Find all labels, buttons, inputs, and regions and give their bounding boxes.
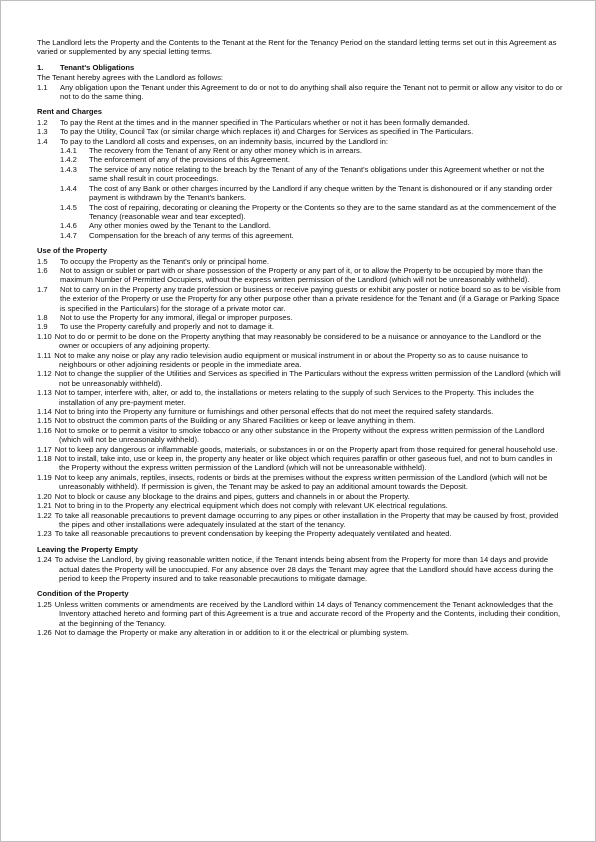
clause-1-4-4: [60, 184, 563, 203]
clause-number: 1.25: [37, 599, 52, 609]
clause-number: 1.24: [37, 555, 52, 565]
clause-text: To pay to the Landlord all costs and expenses, on an indemnity basis, incurred by the Landlord in:: [60, 136, 388, 146]
clause-number: 1.7: [37, 284, 48, 294]
clause-text: Any obligation upon the Tenant under this Agreement to do or not to do anything shall also require the Tenant not to permit or allow any visitor to do or not to do the same thing.: [60, 82, 563, 102]
use-of-property-heading: Use of the Property: [37, 246, 108, 256]
clause-1-24: [37, 555, 563, 583]
clause-number: 1.23: [37, 529, 52, 539]
clause-1-4-3: [60, 165, 563, 184]
clause-text: Unless written comments or amendments are received by the Landlord within 14 days of Tenancy commencement the Tenant acknowledges that the Inventory attached hereto and forming part of this Agreement is a true and accurate record of the Property and the Contents, including their condition, at the beginning of the Tenancy.: [54, 599, 561, 628]
clause-text: Not to use the Property for any immoral, illegal or improper purposes.: [60, 312, 293, 322]
clause-1-16: [37, 426, 563, 445]
clause-text: Not to bring in to the Property any electrical equipment which does not comply with relevant UK electrical regulations.: [54, 501, 448, 511]
clause-1-4-6: [60, 221, 563, 230]
tenant-obligations-heading: [37, 63, 563, 72]
clause-text: Not to tamper, interfere with, alter, or add to, the installations or meters relating to the supply of such Services to the Property. This includes the installation of any pre-payment meter.: [54, 388, 534, 407]
clause-1-9: [37, 322, 563, 331]
clause-number: 1.4: [37, 136, 48, 146]
clause-text: To pay the Utility, Council Tax (or similar charge which replaces it) and Charges for Services as specified in The Particulars.: [60, 127, 474, 137]
rent-charges-heading: Rent and Charges: [37, 107, 102, 117]
clause-text: To use the Property carefully and properly and not to damage it.: [60, 322, 275, 332]
clause-number: 1.18: [37, 454, 52, 464]
clause-1-2: [37, 118, 563, 127]
clause-text: Not to smoke or to permit a visitor to smoke tobacco or any other substance in the Property without the express written permission of the Landlord (which will not be unreasonably withheld).: [54, 425, 545, 445]
clause-1-20: [37, 492, 563, 501]
clause-1-26: [37, 628, 563, 637]
clause-text: To occupy the Property as the Tenant's only or principal home.: [60, 256, 269, 266]
clause-number: 1.17: [37, 444, 52, 454]
clause-1-3: [37, 127, 563, 136]
clause-text: To take all reasonable precautions to prevent damage occurring to any pipes or other installation in the Property that may be caused by frost, provided the pipes and other installations were adequately insulated at the start of the tenancy.: [54, 510, 559, 529]
clause-1-17: [37, 445, 563, 454]
clause-text: The service of any notice relating to the breach by the Tenant of any of the Tenant's obligations under this Agreement whether or not the same shall result in court proceedings.: [89, 164, 545, 184]
clause-1-7: [37, 285, 563, 313]
clause-1-1: [37, 83, 563, 102]
condition-of-property-heading: Condition of the Property: [37, 589, 129, 599]
clause-1-15: [37, 416, 563, 425]
clause-number: 1.12: [37, 369, 52, 379]
clause-text: The enforcement of any of the provisions of this Agreement.: [89, 155, 290, 165]
clause-1-25: [37, 600, 563, 628]
clause-1-19: [37, 473, 563, 492]
agreement-content: [37, 38, 563, 637]
clause-text: Not to block or cause any blockage to the drains and pipes, gutters and channels in or about the Property.: [54, 491, 410, 501]
clause-number: 1.22: [37, 510, 52, 520]
clause-1-13: [37, 388, 563, 407]
clause-1-4-2: [60, 155, 563, 164]
clause-1-4-1: [60, 146, 563, 155]
clause-number: 1.4.4: [60, 183, 77, 193]
clause-text: Not to install, take into, use or keep in, the property any heater or like object which requires paraffin or other gaseous fuel, and not to burn candles in the Property without the express written permission of the Landlord (which will not be unreasonable withheld).: [54, 454, 553, 473]
clause-text: Not to keep any dangerous or inflammable goods, materials, or substances in or on the Property apart from those required for general household use.: [54, 444, 558, 454]
clause-number: 1.9: [37, 322, 48, 332]
clause-text: To pay the Rent at the times and in the manner specified in The Particulars whether or not it has been formally demanded.: [60, 117, 470, 127]
intro-paragraph: The Landlord lets the Property and the Contents to the Tenant at the Rent for the Tenancy Period on the standard letting terms set out in this Agreement as varied or supplemented by any special letting terms.: [37, 38, 557, 57]
clause-number: 1.16: [37, 425, 52, 435]
clause-text: Not to bring into the Property any furniture or furnishings and other personal effects that do not meet the required safety standards.: [54, 407, 494, 417]
clause-text: Any other monies owed by the Tenant to the Landlord.: [89, 221, 271, 231]
clause-text: The cost of repairing, decorating or cleaning the Property or the Contents so they are to the same standard as at the commencement of the Tenancy (reasonable wear and tear excepted).: [89, 202, 557, 221]
clause-number: 1.1: [37, 82, 48, 92]
clause-number: 1.5: [37, 256, 48, 266]
clause-1-21: [37, 501, 563, 510]
clause-1-4: [37, 137, 563, 146]
clause-text: Not to assign or sublet or part with or share possession of the Property or any part of it, or to allow the Property to be occupied by more than the maximum Number of Permitted Occupiers, without the express written permission of the Landlord (which will not be unreasonably withheld).: [60, 265, 543, 285]
clause-number: 1.21: [37, 501, 52, 511]
section-number: 1.: [37, 62, 44, 72]
clause-1-6: [37, 266, 563, 285]
clause-number: 1.3: [37, 127, 48, 137]
section-title: Tenant's Obligations: [60, 62, 135, 72]
clause-text: Not to obstruct the common parts of the Building or any Shared Facilities or keep or leave anything in them.: [54, 416, 416, 426]
clause-number: 1.4.3: [60, 164, 77, 174]
clause-text: Not to carry on in the Property any trade profession or business or receive paying guests or exhibit any poster or notice board so as to be visible from the exterior of the Property or use the Property for any other purpose other than a private residence for the Tenant and (if a Garage or Parking Space is specified in the Particulars) for the storage of a private motor car.: [60, 284, 561, 313]
clause-1-4-5: [60, 203, 563, 222]
clause-1-18: [37, 454, 563, 473]
clause-text: Not to change the supplier of the Utilities and Services as specified in The Particulars without the express written permission of the Landlord (which will not be unreasonably withheld).: [54, 369, 561, 388]
clause-1-4-7: [60, 231, 563, 240]
clause-1-14: [37, 407, 563, 416]
clause-1-10: [37, 332, 563, 351]
clause-number: 1.2: [37, 117, 48, 127]
clause-1-22: [37, 511, 563, 530]
clause-1-5: [37, 257, 563, 266]
clause-number: 1.15: [37, 416, 52, 426]
clause-text: To advise the Landlord, by giving reasonable written notice, if the Tenant intends being absent from the Property for more than 14 days and provide actual dates the Property will be unoccupied. For any absence over 28 days the Tenant may agree that the Landlord should have access during the period to keep the Property insured and to take reasonable precautions to mitigate damage.: [54, 555, 554, 583]
clause-number: 1.26: [37, 627, 52, 637]
clause-number: 1.4.2: [60, 155, 77, 165]
clause-1-8: [37, 313, 563, 322]
obligations-lead: The Tenant hereby agrees with the Landlord as follows:: [37, 73, 224, 83]
clause-1-11: [37, 351, 563, 370]
clause-number: 1.4.6: [60, 221, 77, 231]
clause-number: 1.10: [37, 331, 52, 341]
clause-number: 1.11: [37, 350, 52, 360]
clause-number: 1.13: [37, 388, 52, 398]
clause-text: Not to do or permit to be done on the Property anything that may reasonably be considered to be a nuisance or annoyance to the Landlord or the owner or occupiers of any adjoining property.: [54, 331, 542, 351]
clause-number: 1.20: [37, 491, 52, 501]
clause-text: Not to make any noise or play any radio television audio equipment or musical instrument in or about the Property so as to cause nuisance to neighbours or other adjoining residents or people in the immediate area.: [54, 350, 528, 369]
clause-text: Not to keep any animals, reptiles, insects, rodents or birds at the premises without the express written permission of the Landlord (which will not be unreasonably withheld). If permission is given, the Tenant may be asked to pay an additional amount towards the Deposit.: [54, 472, 548, 492]
clause-1-23: [37, 529, 563, 538]
clause-number: 1.4.5: [60, 202, 77, 212]
clause-number: 1.8: [37, 312, 48, 322]
clause-number: 1.4.1: [60, 146, 77, 156]
clause-text: Not to damage the Property or make any alteration in or addition to it or the electrical or plumbing system.: [54, 627, 409, 637]
leaving-property-empty-heading: Leaving the Property Empty: [37, 544, 138, 554]
clause-number: 1.4.7: [60, 230, 77, 240]
clause-number: 1.14: [37, 407, 52, 417]
clause-1-12: [37, 369, 563, 388]
clause-text: The cost of any Bank or other charges incurred by the Landlord if any cheque written by the Tenant is dishonoured or if any standing order payment is withdrawn by the Tenant's bankers.: [89, 183, 553, 203]
clause-text: The recovery from the Tenant of any Rent or any other money which is in arrears.: [89, 146, 362, 156]
clause-text: Compensation for the breach of any terms of this agreement.: [89, 230, 294, 240]
clause-number: 1.19: [37, 472, 52, 482]
clause-text: To take all reasonable precautions to prevent condensation by keeping the Property adequately ventilated and heated.: [54, 529, 452, 539]
clause-number: 1.6: [37, 265, 48, 275]
